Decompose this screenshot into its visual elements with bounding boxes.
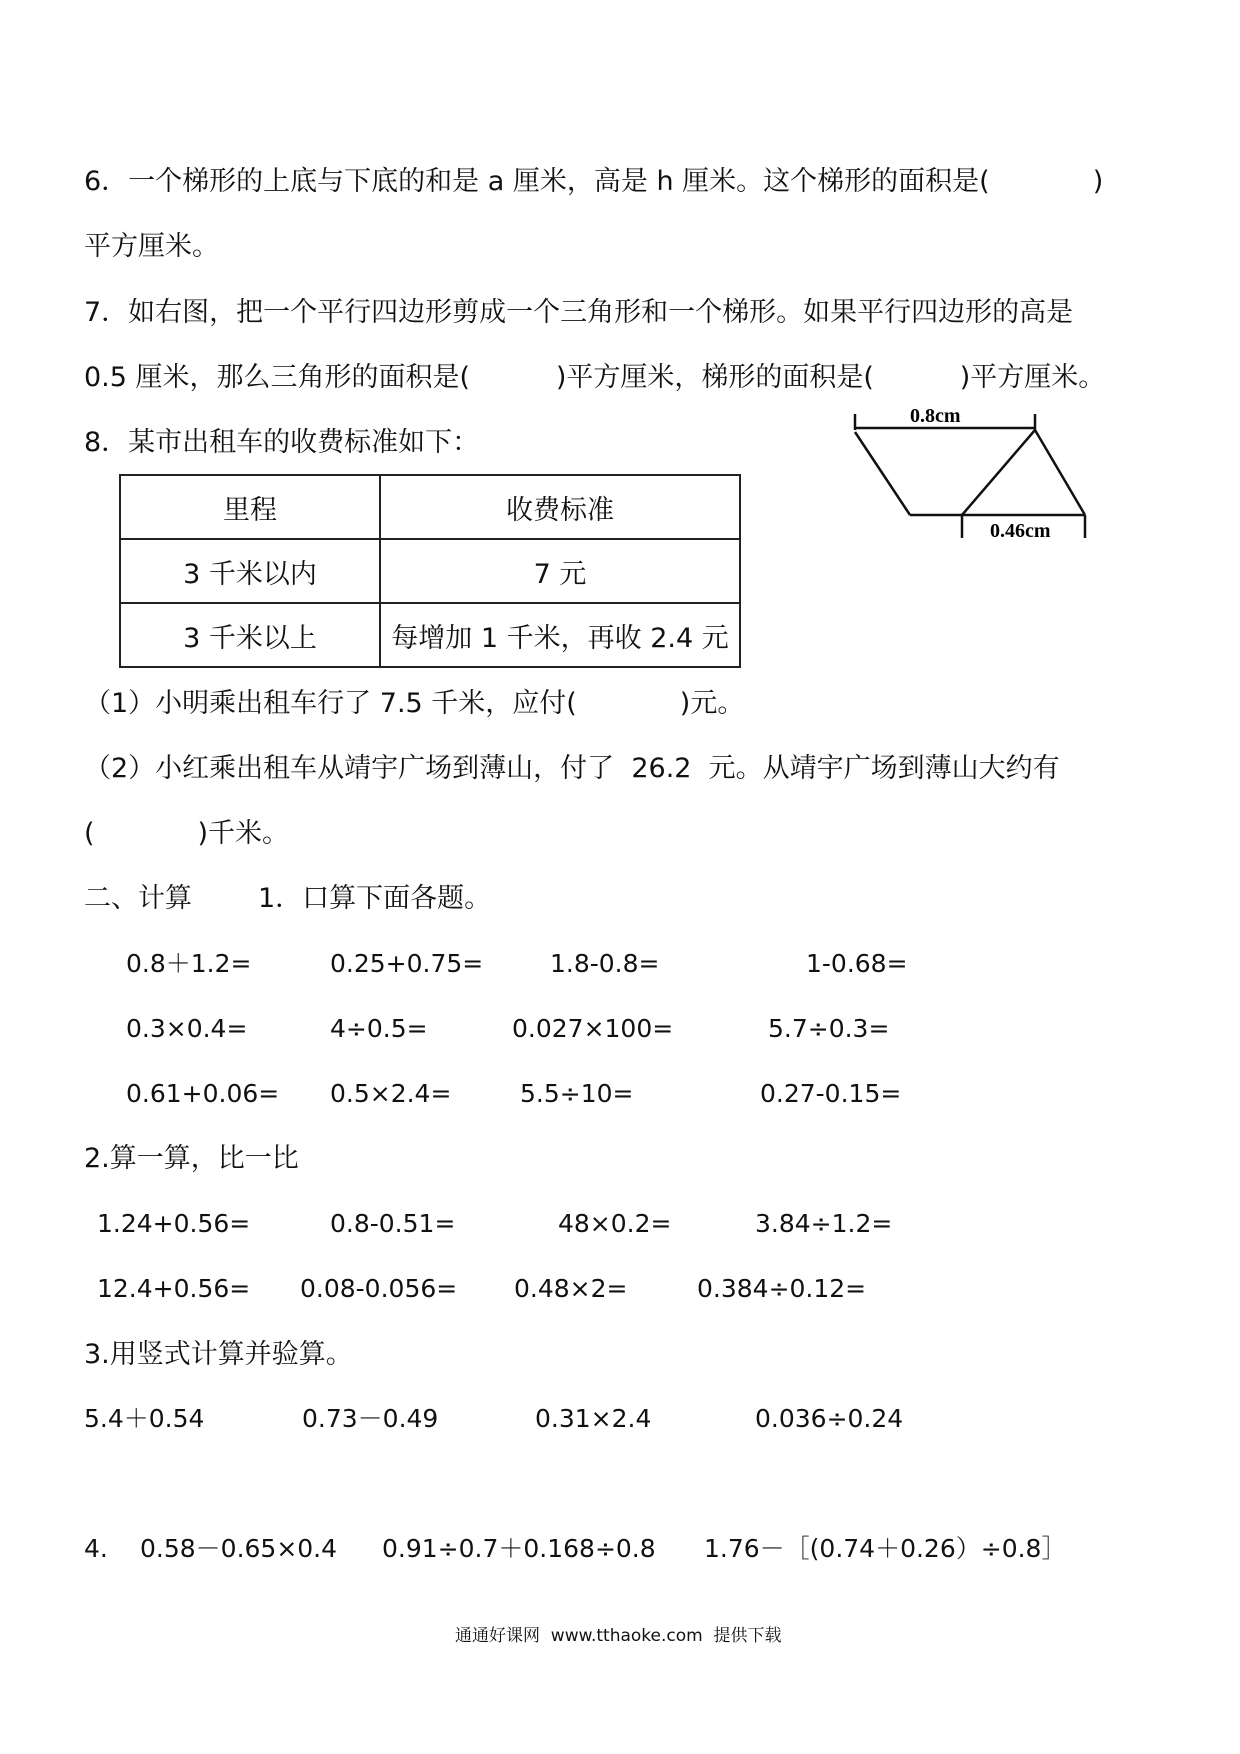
q8-sub2-line1: （2）小红乘出租车从靖宇广场到薄山，付了 26.2 元。从靖宇广场到薄山大约有 [84,753,1060,784]
calc-item: 3.84÷1.2= [755,1209,893,1238]
q6-line2: 平方厘米。 [84,231,219,262]
calc-item: 0.3×0.4= [126,1014,248,1043]
part2-title: 2.算一算，比一比 [84,1143,299,1174]
calc-item: 0.48×2= [514,1274,628,1303]
calc-item: 0.08-0.056= [300,1274,458,1303]
q8-sub2-line2: ( )千米。 [84,818,290,849]
table-cell: 每增加 1 千米，再收 2.4 元 [380,603,740,667]
q6-line1: 6．一个梯形的上底与下底的和是 a 厘米，高是 h 厘米。这个梯形的面积是( ) [84,166,1104,197]
table-header-distance: 里程 [120,475,380,539]
calc-item: 0.58－0.65×0.4 [140,1534,338,1563]
table-row [120,603,740,667]
section2-title: 二、计算 [84,883,192,914]
calc-item: 5.7÷0.3= [768,1014,890,1043]
calc-item: 5.4＋0.54 [84,1404,205,1433]
part1-title: 1．口算下面各题。 [258,883,492,914]
table-row [120,539,740,603]
table-row [120,475,740,539]
calc-item: 0.25+0.75= [330,949,484,978]
fare-table [119,474,741,668]
q8-sub1: （1）小明乘出租车行了 7.5 千米，应付( )元。 [84,688,745,719]
part4-label: 4. [84,1534,108,1563]
calc-item: 0.73－0.49 [302,1404,439,1433]
calc-item: 12.4+0.56= [97,1274,251,1303]
part3-title: 3.用竖式计算并验算。 [84,1339,353,1370]
table-cell: 3 千米以内 [120,539,380,603]
q8-intro: 8．某市出租车的收费标准如下： [84,427,480,458]
calc-item: 0.27-0.15= [760,1079,902,1108]
calc-item: 0.5×2.4= [330,1079,452,1108]
calc-item: 5.5÷10= [520,1079,634,1108]
calc-item: 0.027×100= [512,1014,674,1043]
calc-item: 1.24+0.56= [97,1209,251,1238]
calc-item: 0.384÷0.12= [697,1274,867,1303]
calc-item: 1.8-0.8= [550,949,660,978]
calc-item: 0.036÷0.24 [755,1404,904,1433]
calc-item: 4÷0.5= [330,1014,428,1043]
table-cell: 7 元 [380,539,740,603]
table-header-fee: 收费标准 [380,475,740,539]
parallelogram-figure [850,400,1100,550]
calc-item: 1-0.68= [806,949,908,978]
calc-item: 0.31×2.4 [535,1404,652,1433]
q7-line2: 0.5 厘米，那么三角形的面积是( )平方厘米，梯形的面积是( )平方厘米。 [84,362,1106,393]
calc-item: 48×0.2= [558,1209,672,1238]
calc-item: 0.61+0.06= [126,1079,280,1108]
figure-bottom-label: 0.46cm [990,520,1051,542]
figure-top-label: 0.8cm [910,405,961,427]
calc-item: 0.8＋1.2= [126,949,252,978]
calc-item: 1.76－［(0.74＋0.26）÷0.8］ [704,1534,1067,1563]
q7-line1: 7．如右图，把一个平行四边形剪成一个三角形和一个梯形。如果平行四边形的高是 [84,297,1074,328]
calc-item: 0.91÷0.7＋0.168÷0.8 [382,1534,656,1563]
calc-item: 0.8-0.51= [330,1209,456,1238]
footer-text: 通通好课网 www.tthaoke.com 提供下载 [455,1626,782,1646]
table-cell: 3 千米以上 [120,603,380,667]
